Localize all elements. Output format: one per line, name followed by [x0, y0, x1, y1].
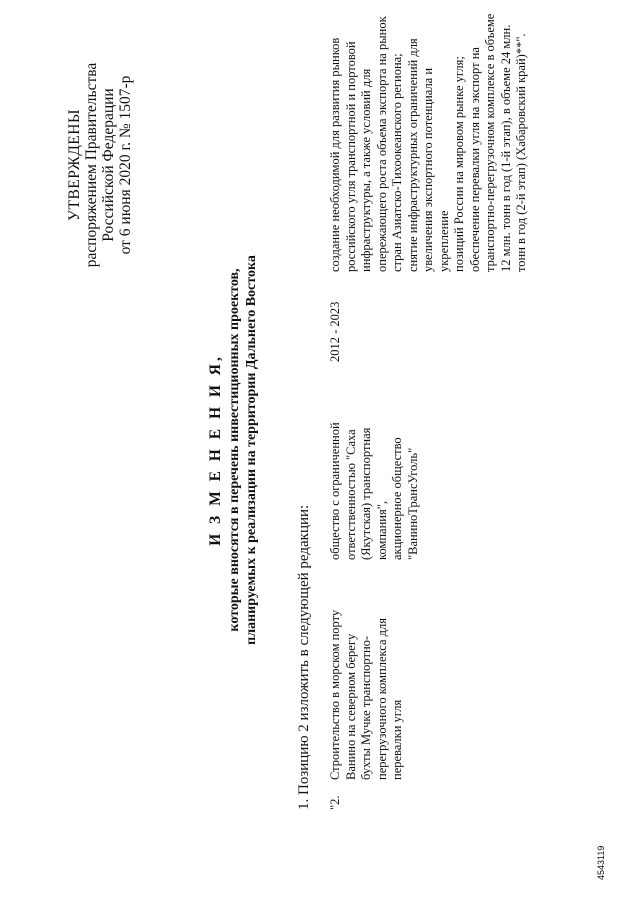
project-name-line: перевалки угля [390, 699, 404, 780]
project-goal-line: тонн в год (2-й этап) (Хабаровский край)**". [514, 33, 528, 272]
document-code: 4543119 [596, 845, 606, 880]
project-name-line: Строительство в морском порту [328, 609, 342, 780]
project-goal-line: инфраструктуры, а также условий для [359, 68, 373, 272]
project-goals [328, 12, 530, 272]
heading-title: И З М Е Н Е Н И Я, [207, 354, 224, 546]
project-goal-line: увеличения экспортного потенциала и укрепление [421, 67, 451, 272]
heading-subtitle-line: планируемых к реализации на территории Дальнего Востока [244, 255, 259, 645]
project-goal-line: позиций России на мировом рынке угля; [452, 56, 466, 272]
organization-line: ответственностью "Саха [343, 429, 358, 560]
project-goal-line: российского угля транспортной и портовой [343, 41, 358, 272]
project-name-line: бухты Мучке транспортно- [359, 635, 373, 780]
organization-line: компания", [374, 501, 389, 560]
approval-title: УТВЕРЖДЕНЫ [66, 109, 83, 221]
project-goal-line: 12 млн. тонн в год (1-й этап), в объеме 24 млн. [498, 24, 513, 272]
project-name-line: Ванино на северном берегу [343, 633, 358, 780]
document-page [10, 10, 630, 890]
approval-line: распоряжением Правительства [83, 62, 100, 268]
heading-subtitle-line: которые вносятся в перечень инвестиционных проектов, [227, 268, 242, 632]
position-number: "2. [328, 795, 342, 810]
project-goal-line: опережающего роста объема экспорта на рынок [374, 16, 389, 272]
organization-line: "ВаниноТрансУголь" [405, 447, 420, 560]
project-name [328, 580, 406, 780]
organization-line: общество с ограниченной [328, 422, 342, 560]
project-goal-line: создание необходимой для развития рынков [328, 37, 342, 272]
project-goal-line: стран Азиатско-Тихоокеанского региона; [390, 53, 404, 272]
organization [328, 384, 421, 560]
project-goal-line: снятие инфраструктурных ограничений для [405, 38, 420, 272]
project-name-line: перегрузочного комплекса для [374, 617, 389, 780]
approval-line: от 6 июня 2020 г. № 1507-р [117, 75, 134, 255]
instruction-text: 1. Позицию 2 изложить в следующей редакции: [296, 504, 312, 810]
approval-stamp [66, 30, 134, 300]
organization-line: (Якутская) транспортная [359, 427, 373, 560]
project-goal-line: обеспечение перевалки угля на экспорт на [467, 47, 482, 272]
implementation-period: 2012 - 2023 [328, 301, 342, 362]
organization-line: акционерное общество [390, 437, 404, 560]
approval-line: Российской Федерации [100, 88, 117, 242]
project-goal-line: транспортно-перегрузочном комплексе в объеме [483, 13, 497, 272]
document-heading [206, 190, 260, 710]
